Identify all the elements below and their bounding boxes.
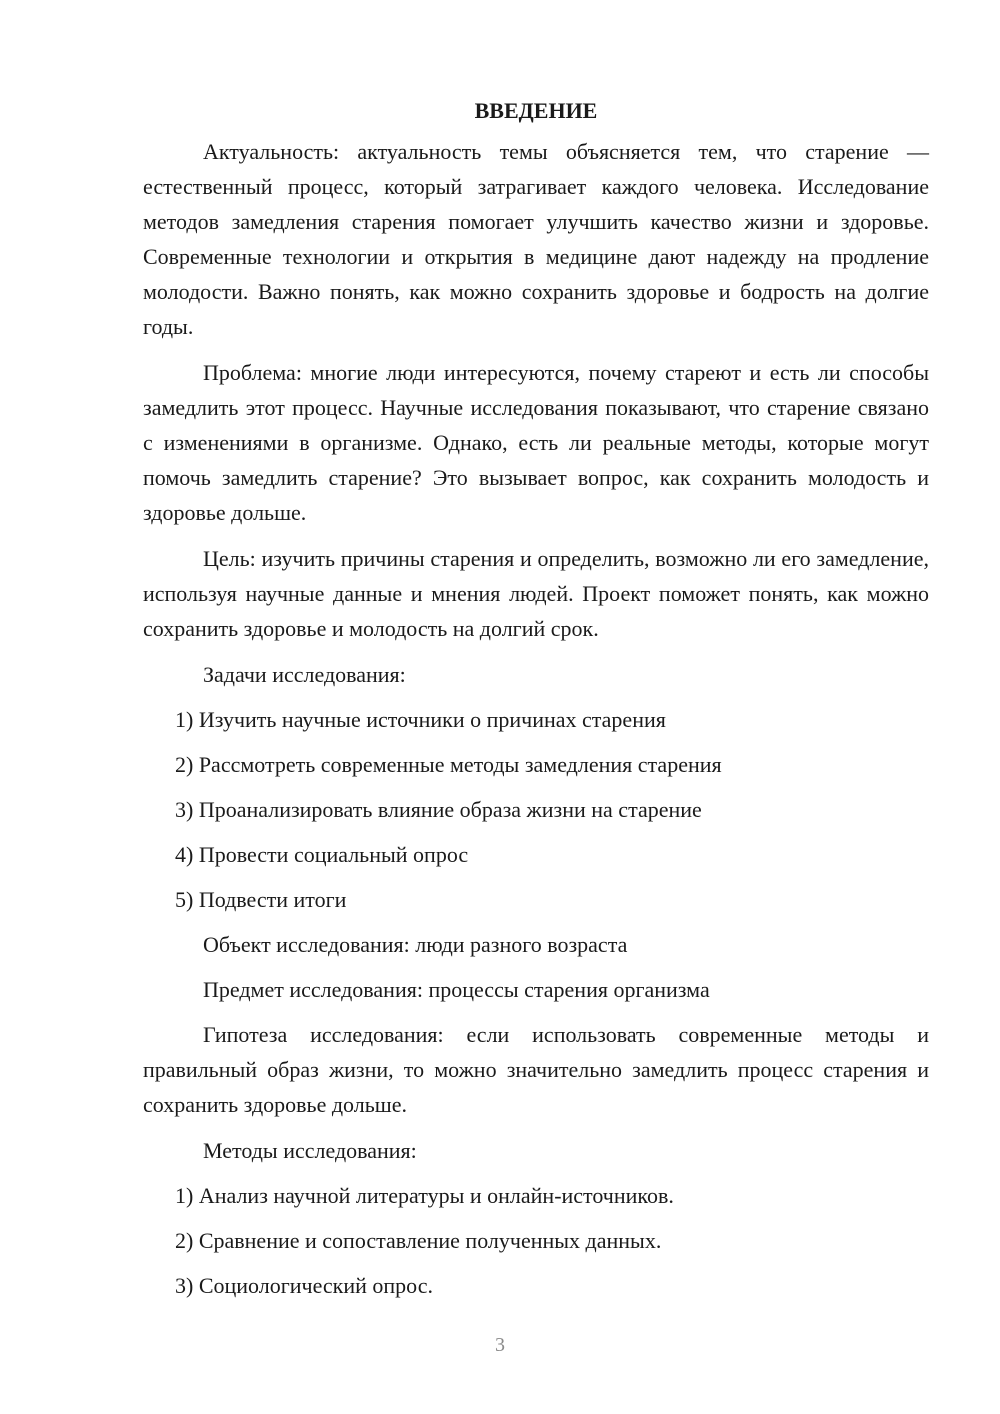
method-item: 1) Анализ научной литературы и онлайн-источников. [175,1183,674,1208]
page-number: 3 [495,1334,505,1356]
page-title: ВВЕДЕНИЕ [474,98,598,123]
methods-list [143,1178,929,1303]
goal-paragraph: Цель: изучить причины старения и определить, возможно ли его замедление, используя научные данные и мнения людей. Проект поможет понять, как можно сохранить здоровье и молодость на долгий срок. [143,546,929,641]
task-item: 3) Проанализировать влияние образа жизни на старение [175,797,702,822]
document-page [143,96,929,1313]
methods-heading: Методы исследования: [203,1138,417,1163]
tasks-heading: Задачи исследования: [203,662,406,687]
relevance-paragraph: Актуальность: актуальность темы объясняется тем, что старение — естественный процесс, который затрагивает каждого человека. Исследование методов замедления старения помогает улучшить качество жизни и здоровье. Современные технологии и открытия в медицине дают надежду на продление молодости. Важно понять, как можно сохранить здоровье и бодрость на долгие годы. [143,139,929,339]
task-item: 5) Подвести итоги [175,887,347,912]
method-item: 2) Сравнение и сопоставление полученных данных. [175,1228,662,1253]
method-item: 3) Социологический опрос. [175,1273,433,1298]
research-object: Объект исследования: люди разного возраста [203,932,628,957]
research-subject: Предмет исследования: процессы старения организма [203,977,710,1002]
tasks-list [143,702,929,917]
task-item: 1) Изучить научные источники о причинах старения [175,707,666,732]
problem-paragraph: Проблема: многие люди интересуются, почему стареют и есть ли способы замедлить этот процесс. Научные исследования показывают, что старение связано с изменениями в организме. Однако, есть ли реальные методы, которые могут помочь замедлить старение? Это вызывает вопрос, как сохранить молодость и здоровье дольше. [143,360,929,525]
hypothesis-paragraph: Гипотеза исследования: если использовать современные методы и правильный образ жизни, то можно значительно замедлить процесс старения и сохранить здоровье дольше. [143,1022,929,1117]
task-item: 4) Провести социальный опрос [175,842,469,867]
task-item: 2) Рассмотреть современные методы замедления старения [175,752,722,777]
